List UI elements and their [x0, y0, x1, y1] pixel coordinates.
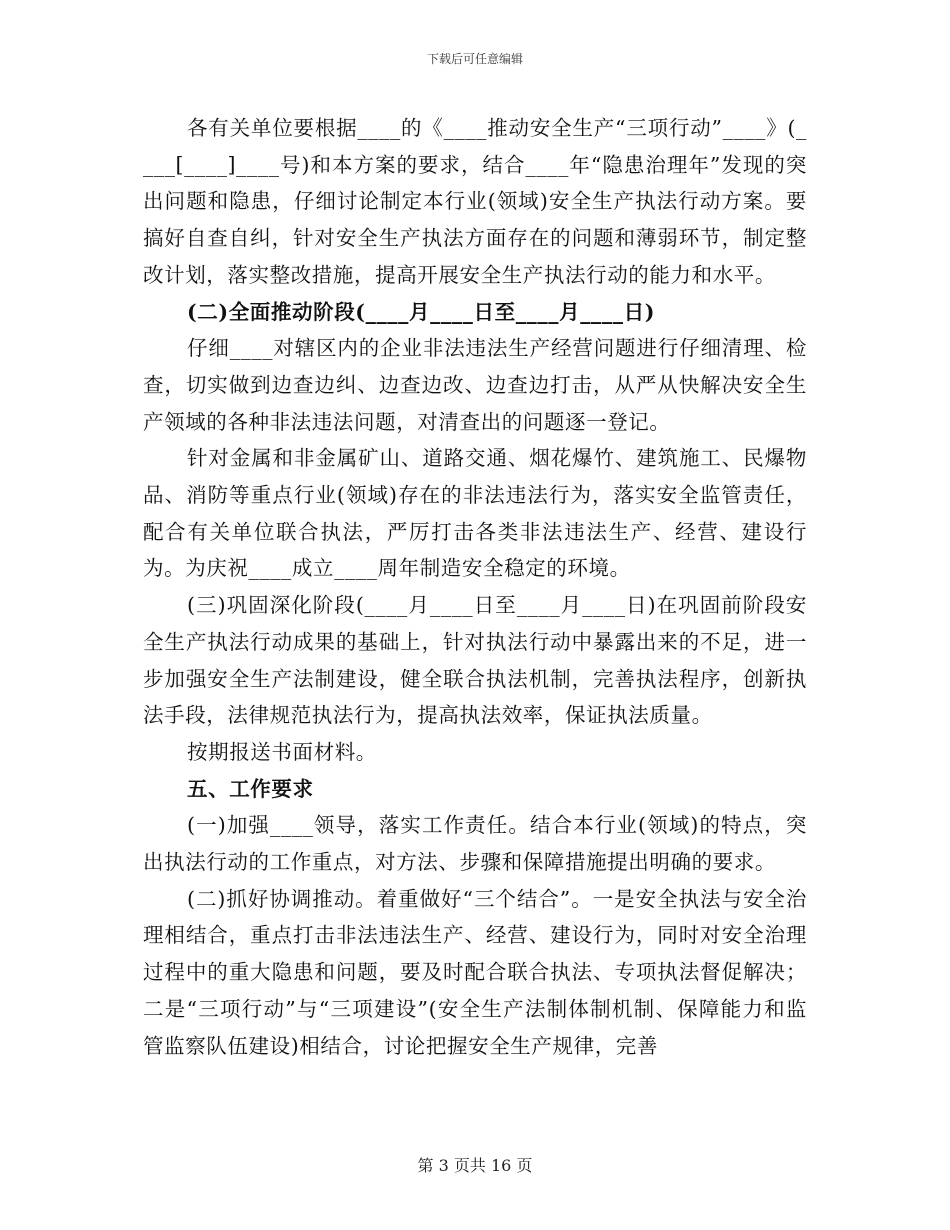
paragraph-submit-materials: 按期报送书面材料。 — [187, 739, 377, 764]
page-header: 下载后可任意编辑 — [426, 52, 523, 66]
page-footer: 第 3 页共 16 页 — [417, 1156, 533, 1175]
heading-work-requirements: 五、工作要求 — [187, 776, 314, 801]
paragraph-inspection: 仔细____对辖区内的企业非法违法生产经营问题进行仔细清理、检查，切实做到边查边纠、边查边改、边查边打击，从严从快解决安全生产领域的各种非法违法问题，对清查出的问题逐一登记。 — [143, 336, 807, 434]
heading-phase-two: (二)全面推动阶段(____月____日至____月____日) — [187, 299, 655, 324]
paragraph-leadership: (一)加强____领导，落实工作责任。结合本行业(领域)的特点，突出执法行动的工作重点，对方法、步骤和保障措施提出明确的要求。 — [143, 813, 807, 875]
paragraph-key-industries: 针对金属和非金属矿山、道路交通、烟花爆竹、建筑施工、民爆物品、消防等重点行业(领域)存在的非法违法行为，落实安全监管责任，配合有关单位联合执法，严厉打击各类非法违法生产、经营、建设行为。为庆祝____成立____周年制造安全稳定的环境。 — [143, 446, 807, 581]
paragraph-plan-requirements: 各有关单位要根据____的《____推动安全生产“三项行动”____》(____[____]____号)和本方案的要求，结合____年“隐患治理年”发现的突出问题和隐患，仔细讨论制定本行业(领域)安全生产执法行动方案。要搞好自查自纠，针对安全生产执法方面存在的问题和薄弱环节，制定整改计划，落实整改措施，提高开展安全生产执法行动的能力和水平。 — [143, 116, 807, 287]
document-body — [143, 110, 807, 1064]
paragraph-phase-three: (三)巩固深化阶段(____月____日至____月____日)在巩固前阶段安全生产执法行动成果的基础上，针对执法行动中暴露出来的不足，进一步加强安全生产法制建设，健全联合执法机制，完善执法程序，创新执法手段，法律规范执法行为，提高执法效率，保证执法质量。 — [143, 593, 807, 728]
paragraph-coordination: (二)抓好协调推动。着重做好“三个结合”。一是安全执法与安全治理相结合，重点打击非法违法生产、经营、建设行为，同时对安全治理过程中的重大隐患和问题，要及时配合联合执法、专项执法督促解决；二是“三项行动”与“三项建设”(安全生产法制体制机制、保障能力和监管监察队伍建设)相结合，讨论把握安全生产规律，完善 — [143, 886, 807, 1058]
